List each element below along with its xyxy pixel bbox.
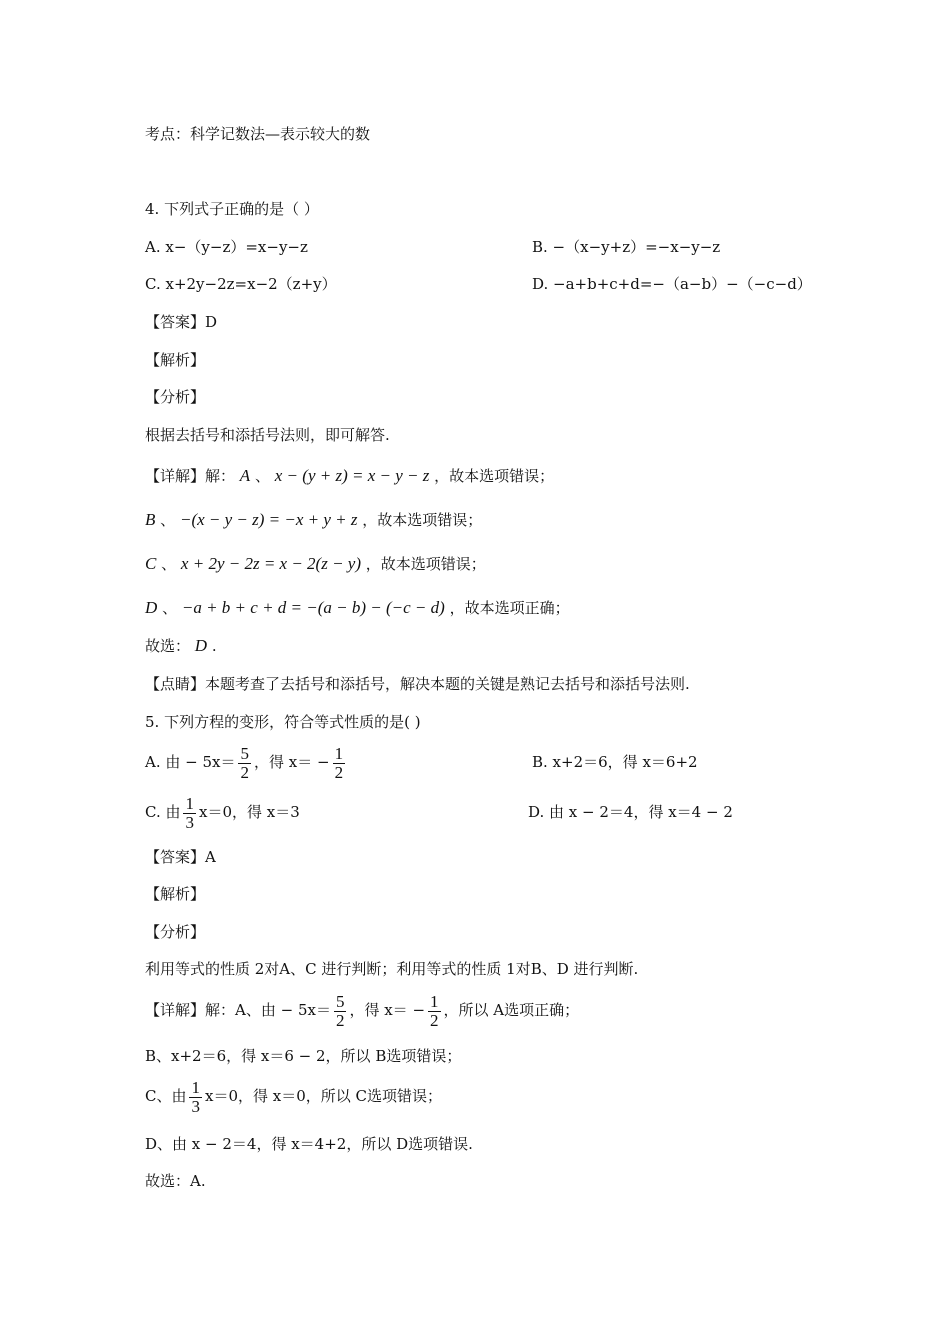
label-c: C: [145, 554, 157, 573]
text-a: ，故本选项错误；: [434, 467, 555, 485]
fraction: [334, 993, 347, 1030]
denominator: 3: [191, 1096, 200, 1116]
text-d: ，故本选项正确；: [449, 599, 570, 617]
denominator: 2: [334, 762, 344, 782]
q5-detail-mid: ，得 x＝ −: [349, 1001, 426, 1019]
detail-prefix: 【详解】解：: [145, 467, 236, 485]
choose-end: .: [211, 637, 217, 655]
q4-answer: 【答案】D: [145, 313, 218, 331]
numerator: 1: [191, 1077, 200, 1097]
denominator: 3: [185, 812, 194, 832]
fraction: [183, 795, 196, 832]
q4-option-b: B. −（x−y+z）=−x−y−z: [532, 238, 721, 256]
denominator: 2: [430, 1010, 439, 1030]
q4-fenxi-text: 根据去括号和添括号法则，即可解答.: [145, 426, 390, 444]
numerator: 1: [185, 793, 194, 813]
math-a: x − (y + z) = x − y − z: [274, 466, 430, 485]
q4-option-c: C. x+2y−2z=x−2（z+y）: [145, 275, 337, 293]
denominator: 2: [240, 762, 249, 782]
q4-detail-d: [145, 598, 570, 618]
label-a: A: [239, 466, 251, 485]
fraction: [333, 745, 346, 782]
q5-option-d: D. 由 x − 2＝4，得 x＝4 − 2: [528, 803, 733, 821]
q5-fenxi: 【分析】: [145, 923, 206, 941]
q5-jiexi: 【解析】: [145, 885, 206, 903]
q5-c-line-pre: C、由: [145, 1087, 187, 1105]
label-b: B: [145, 510, 156, 529]
kaodian-line: 考点：科学记数法—表示较大的数: [145, 125, 371, 143]
q5-b-line: B、x+2＝6，得 x＝6 − 2，所以 B选项错误；: [145, 1047, 462, 1065]
q4-detail-b: [145, 510, 482, 530]
q5-detail-post: ，所以 A选项正确；: [443, 1001, 580, 1019]
choose-prefix: 故选：: [145, 637, 191, 655]
q5-option-c: [145, 792, 300, 832]
q5-c-post: x＝0，得 x＝3: [198, 803, 300, 821]
fraction: [428, 993, 441, 1030]
q5-c-line: [145, 1076, 442, 1116]
math-b: −(x − y − z) = −x + y + z: [179, 510, 358, 529]
sep: 、: [160, 511, 176, 529]
q4-dianjing: 【点睛】本题考查了去括号和添括号，解决本题的关键是熟记去括号和添括号法则.: [145, 675, 690, 693]
fraction: [189, 1079, 202, 1116]
q4-option-a: A. x−（y−z）=x−y−z: [145, 238, 308, 256]
sep: 、: [161, 555, 177, 573]
text-c: ，故本选项错误；: [365, 555, 486, 573]
q4-stem: 4. 下列式子正确的是（ ）: [145, 200, 319, 218]
label-d: D: [145, 598, 158, 617]
q5-a-mid: ，得 x＝ −: [253, 753, 330, 771]
math-d: −a + b + c + d = −(a − b) − (−c − d): [181, 598, 445, 617]
sep: 、: [254, 467, 270, 485]
numerator: 1: [430, 991, 439, 1011]
fraction: [238, 745, 251, 782]
q5-d-line: D、由 x − 2＝4，得 x＝4+2，所以 D选项错误.: [145, 1135, 473, 1153]
text-b: ，故本选项错误；: [362, 511, 483, 529]
q4-option-d: D. −a+b+c+d=−（a−b）−（−c−d）: [532, 275, 812, 293]
q4-jiexi: 【解析】: [145, 351, 206, 369]
q5-a-pre: A. 由 − 5x＝: [145, 753, 236, 771]
q5-option-a: [145, 742, 348, 782]
numerator: 5: [240, 743, 249, 763]
q5-detail-pre: 【详解】解：A、由 − 5x＝: [145, 1001, 331, 1019]
q5-stem: 5. 下列方程的变形，符合等式性质的是( ): [145, 713, 421, 731]
q5-c-pre: C. 由: [145, 803, 181, 821]
q5-fenxi-text: 利用等式的性质 2对A、C 进行判断；利用等式的性质 1对B、D 进行判断.: [145, 960, 639, 978]
q4-detail-a: [145, 466, 554, 486]
denominator: 2: [335, 1010, 345, 1030]
numerator: 1: [334, 743, 344, 763]
q5-answer: 【答案】A: [145, 848, 216, 866]
q5-detail-a: [145, 990, 579, 1030]
q4-fenxi: 【分析】: [145, 388, 206, 406]
q4-choose: [145, 636, 217, 656]
choose-value: D: [194, 636, 208, 655]
math-c: x + 2y − 2z = x − 2(z − y): [180, 554, 362, 573]
q5-choose: 故选：A.: [145, 1172, 206, 1190]
q5-option-b: B. x+2＝6，得 x＝6+2: [532, 753, 698, 771]
sep: 、: [162, 599, 178, 617]
numerator: 5: [335, 991, 345, 1011]
q5-c-line-post: x＝0，得 x＝0，所以 C选项错误；: [204, 1087, 443, 1105]
q4-detail-c: [145, 554, 486, 574]
